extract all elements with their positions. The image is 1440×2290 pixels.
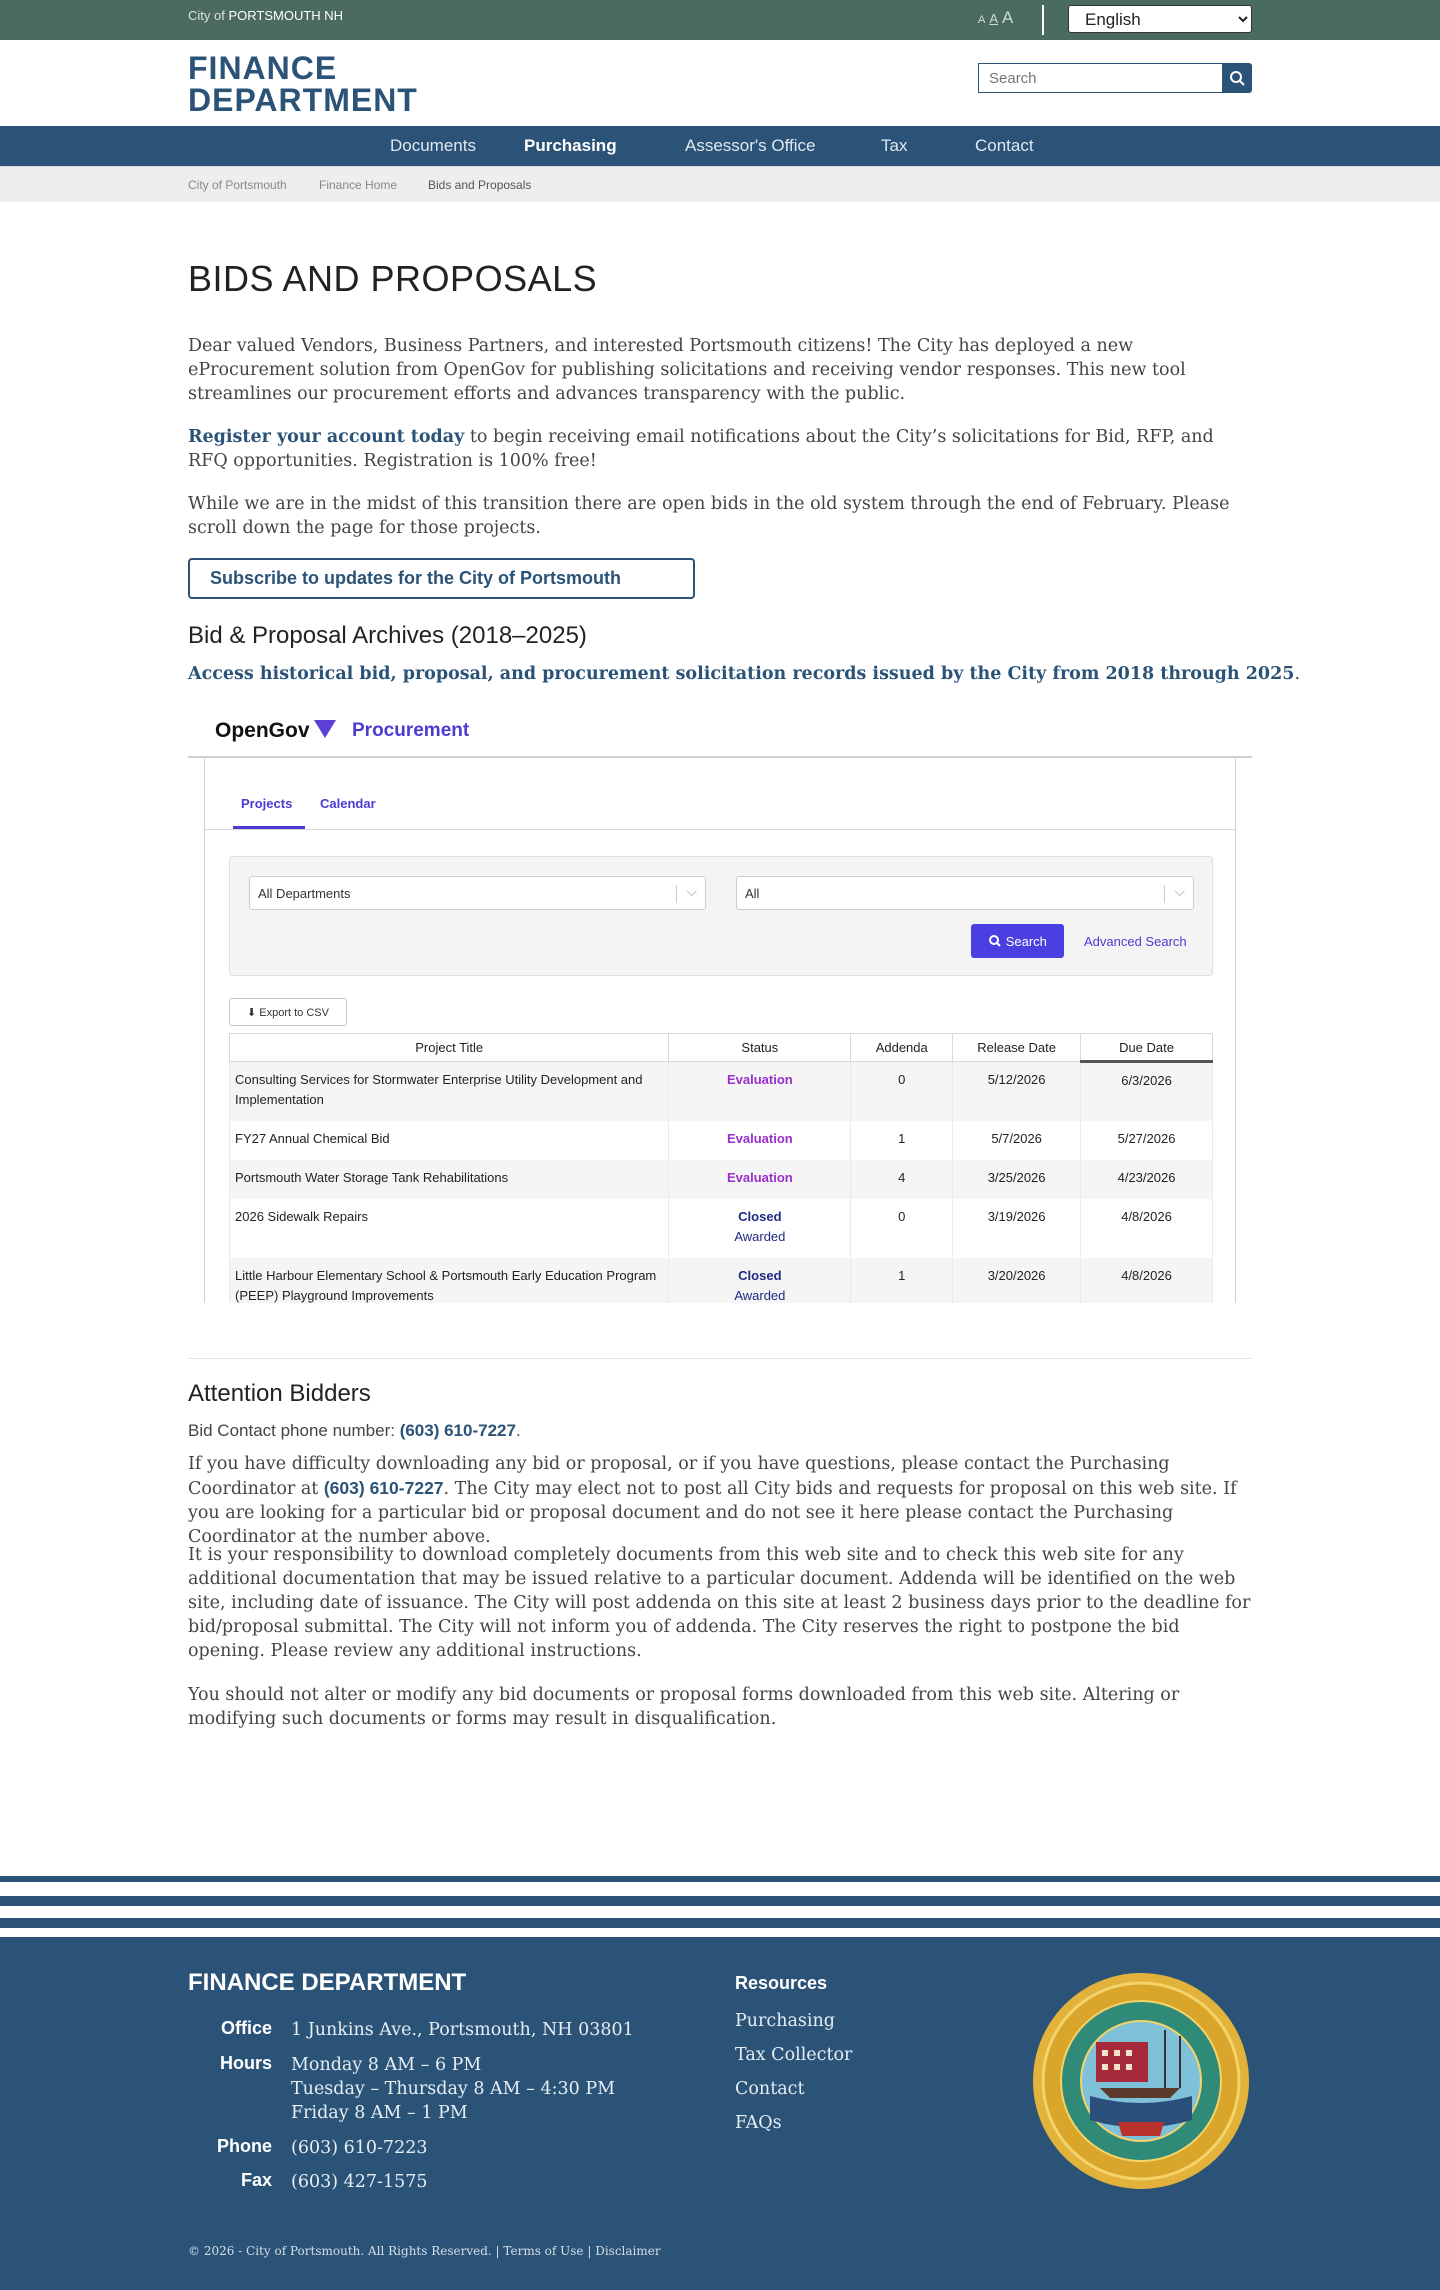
register-text: to begin receiving email notifications about the City’s solicitations for Bid, RFP, and RFQ opportunities. Registration is 100% free! (188, 427, 1214, 471)
select-separator (1164, 885, 1165, 903)
footer-link-faqs[interactable]: FAQs (735, 2113, 782, 2133)
opengov-logo-icon (314, 720, 336, 738)
page-title: BIDS AND PROPOSALS (188, 258, 598, 299)
project-addenda: 0 (851, 1062, 953, 1121)
office-address: 1 Junkins Ave., Portsmouth, NH 03801 (291, 2020, 634, 2040)
topbar-divider (1042, 5, 1044, 35)
project-due-date: 4/8/2026 (1081, 1199, 1213, 1258)
text-size-controls (978, 8, 1017, 28)
project-search-label: Search (1005, 933, 1047, 949)
nav-contact[interactable]: Contact (975, 136, 1034, 155)
text-size-medium-button[interactable]: A (989, 11, 999, 26)
footer-link-purchasing[interactable]: Purchasing (735, 2011, 835, 2031)
city-seal-icon (1030, 1970, 1252, 2192)
project-due-date: 4/23/2026 (1081, 1160, 1213, 1199)
hours-label: Hours (219, 2053, 272, 2073)
attention-paragraph-1 (188, 1452, 1252, 1549)
table-row[interactable] (230, 1160, 1213, 1199)
fax-label: Fax (240, 2170, 272, 2190)
project-search-button[interactable] (971, 924, 1064, 958)
department-title[interactable] (188, 52, 418, 116)
city-prefix: City of (188, 8, 225, 23)
archives-link[interactable]: Access historical bid, proposal, and procurement solicitation records issued by the City from 2018 through 2025 (188, 664, 1295, 684)
column-status[interactable]: Status (669, 1034, 851, 1062)
department-title-line1: FINANCE (188, 50, 338, 86)
table-header-row (230, 1034, 1213, 1062)
hours-line: Tuesday – Thursday 8 AM – 4:30 PM (291, 2079, 616, 2099)
text-size-large-button[interactable]: A (1002, 8, 1014, 27)
status-label: Evaluation (726, 1072, 793, 1087)
bid-contact-phone-link[interactable]: (603) 610-7227 (399, 1421, 516, 1440)
project-title[interactable]: 2026 Sidewalk Repairs (230, 1199, 669, 1258)
bid-contact-line (188, 1419, 1252, 1443)
subscribe-button[interactable]: Subscribe to updates for the City of Portsmouth (188, 558, 695, 599)
attention-paragraph-2: It is your responsibility to download completely documents from this web site and to check this web site for any additional documentation that may be issued relative to a particular document. Addenda will be identified on the web site, including date of issuance. The City will post addenda on this site at least 2 business days prior to the deadline for bid/proposal submittal. The City will not inform you of addenda. The City reserves the right to postpone the bid opening. Please review any additional instructions. (188, 1545, 1251, 1661)
status-label: Closed (738, 1208, 782, 1224)
status-label: Closed (738, 1267, 782, 1283)
project-due-date: 5/27/2026 (1081, 1121, 1213, 1160)
status-select[interactable] (736, 876, 1194, 910)
footer-stripe (0, 1918, 1440, 1928)
tab-calendar[interactable]: Calendar (320, 796, 376, 811)
status-label: Evaluation (726, 1169, 793, 1185)
search-icon (1222, 63, 1252, 93)
column-project-title[interactable]: Project Title (230, 1034, 669, 1062)
project-release-date: 3/19/2026 (953, 1199, 1081, 1258)
hours-line: Friday 8 AM – 1 PM (291, 2103, 468, 2123)
advanced-search-link[interactable]: Advanced Search (1084, 934, 1187, 949)
opengov-product: Procurement (352, 720, 470, 741)
city-link[interactable] (188, 8, 343, 23)
substatus-label: Awarded (734, 1228, 786, 1244)
footer-link-contact[interactable]: Contact (735, 2079, 805, 2099)
portal-tabs (205, 758, 1236, 830)
nav-documents[interactable]: Documents (390, 136, 476, 155)
project-status (669, 1062, 851, 1121)
attention-heading: Attention Bidders (188, 1380, 371, 1407)
column-addenda[interactable]: Addenda (851, 1034, 953, 1062)
footer-phone[interactable]: (603) 610-7223 (291, 2138, 428, 2158)
tab-projects[interactable]: Projects (241, 796, 293, 811)
select-separator (676, 885, 677, 903)
project-addenda: 1 (851, 1258, 953, 1304)
substatus-label: Awarded (734, 1287, 786, 1303)
footer-fax: (603) 427-1575 (291, 2172, 428, 2192)
column-due-date[interactable]: Due Date (1081, 1034, 1213, 1062)
project-release-date: 5/12/2026 (953, 1062, 1081, 1121)
filter-panel (229, 856, 1213, 976)
project-addenda: 4 (851, 1160, 953, 1199)
resources-heading: Resources (735, 1973, 828, 1993)
opengov-logo[interactable]: OpenGov (215, 719, 310, 742)
project-addenda: 1 (851, 1121, 953, 1160)
status-select-value: All (745, 886, 760, 901)
attention-p1-end: . The City may elect not to post all City bids and requests for proposal on this web site. If you are looking for a particular bid or proposal document and do not see it here please contact the Purchasing Coordinator at the number above. (188, 1479, 1237, 1547)
department-title-line2: DEPARTMENT (188, 82, 418, 118)
breadcrumb-current: Bids and Proposals (428, 178, 532, 192)
nav-tax[interactable]: Tax (881, 136, 908, 155)
site-search-button[interactable] (1222, 63, 1252, 93)
intro-paragraph: Dear valued Vendors, Business Partners, and interested Portsmouth citizens! The City has deployed a new eProcurement solution from OpenGov for publishing solicitations and receiving vendor responses. This new tool streamlines our procurement efforts and advances transparency with the public. (188, 336, 1186, 404)
archives-period: . (1294, 664, 1301, 684)
breadcrumb-finance-home[interactable]: Finance Home (319, 178, 398, 192)
project-release-date: 5/7/2026 (953, 1121, 1081, 1160)
project-release-date: 3/25/2026 (953, 1160, 1081, 1199)
project-status (669, 1121, 851, 1160)
archives-line (188, 664, 1300, 684)
bid-contact-period: . (515, 1421, 521, 1440)
site-header (0, 40, 1440, 126)
projects-table (229, 1033, 1213, 1303)
project-status (669, 1199, 851, 1258)
copyright: © 2026 - City of Portsmouth. All Rights Reserved. | Terms of Use | Disclaimer (188, 2244, 661, 2258)
footer-title: FINANCE DEPARTMENT (188, 1969, 467, 1996)
search-icon (988, 935, 1002, 947)
chevron-down-icon: ⌵ (1174, 883, 1185, 899)
table-row[interactable] (230, 1199, 1213, 1258)
table-row[interactable] (230, 1121, 1213, 1160)
chevron-down-icon: ⌵ (686, 883, 697, 899)
site-search-input[interactable] (978, 63, 1223, 93)
department-select-value: All Departments (258, 886, 351, 901)
footer-link-tax-collector[interactable]: Tax Collector (735, 2045, 853, 2065)
project-title[interactable]: Little Harbour Elementary School & Portsmouth Early Education Program (PEEP) Playground Improvements (230, 1258, 669, 1304)
export-csv-label: Export to CSV (259, 1006, 329, 1019)
project-release-date: 3/20/2026 (953, 1258, 1081, 1304)
nav-purchasing[interactable]: Purchasing (524, 136, 617, 155)
nav-assessors-office[interactable]: Assessor's Office (685, 136, 816, 155)
column-release-date[interactable]: Release Date (953, 1034, 1081, 1062)
project-status (669, 1258, 851, 1304)
breadcrumb-city[interactable]: City of Portsmouth (188, 178, 287, 192)
department-select[interactable] (249, 876, 706, 910)
text-size-small-button[interactable]: A (978, 14, 986, 26)
archives-heading: Bid & Proposal Archives (2018–2025) (188, 622, 587, 649)
table-row[interactable] (230, 1062, 1213, 1121)
opengov-portal (204, 758, 1236, 1303)
transition-paragraph: While we are in the midst of this transition there are open bids in the old system through the end of February. Please scroll down the page for those projects. (188, 494, 1230, 538)
project-title[interactable]: Portsmouth Water Storage Tank Rehabilitations (230, 1160, 669, 1199)
hours-line: Monday 8 AM – 6 PM (291, 2055, 482, 2075)
table-row[interactable] (230, 1258, 1213, 1304)
language-select[interactable] (1068, 5, 1252, 33)
breadcrumb (0, 166, 1440, 202)
register-link[interactable]: Register your account today (188, 427, 465, 447)
project-title[interactable]: FY27 Annual Chemical Bid (230, 1121, 669, 1160)
section-divider (188, 1358, 1252, 1359)
attention-paragraph-3: You should not alter or modify any bid documents or proposal forms downloaded from this web site. Altering or modifying such documents or forms may result in disqualification. (188, 1685, 1180, 1729)
hours-value (291, 2053, 615, 2125)
export-csv-button[interactable] (229, 998, 347, 1026)
status-label: Evaluation (726, 1130, 793, 1146)
project-status (669, 1160, 851, 1199)
project-addenda: 0 (851, 1199, 953, 1258)
utility-bar (0, 0, 1440, 40)
opengov-header (188, 708, 1252, 758)
footer-stripe (0, 1876, 1440, 1882)
project-due-date: 4/8/2026 (1081, 1258, 1213, 1304)
project-due-date: 6/3/2026 (1081, 1062, 1213, 1121)
office-label: Office (220, 2018, 272, 2038)
main-nav (0, 126, 1440, 166)
coordinator-phone-link[interactable]: (603) 610-7227 (323, 1478, 444, 1498)
phone-label: Phone (216, 2136, 272, 2156)
register-paragraph (188, 425, 1252, 473)
city-name: PORTSMOUTH NH (228, 8, 344, 23)
footer-stripe (0, 1896, 1440, 1906)
download-icon: ⬇ (247, 1006, 257, 1019)
attention-p1-start: If you have difficulty downloading any bid or proposal, or if you have questions, please contact the Purchasing Coordinator at (188, 1454, 1170, 1499)
project-title[interactable]: Consulting Services for Stormwater Enterprise Utility Development and Implementation (230, 1062, 669, 1121)
active-tab-indicator (233, 826, 305, 829)
bid-contact-label: Bid Contact phone number: (188, 1421, 400, 1440)
